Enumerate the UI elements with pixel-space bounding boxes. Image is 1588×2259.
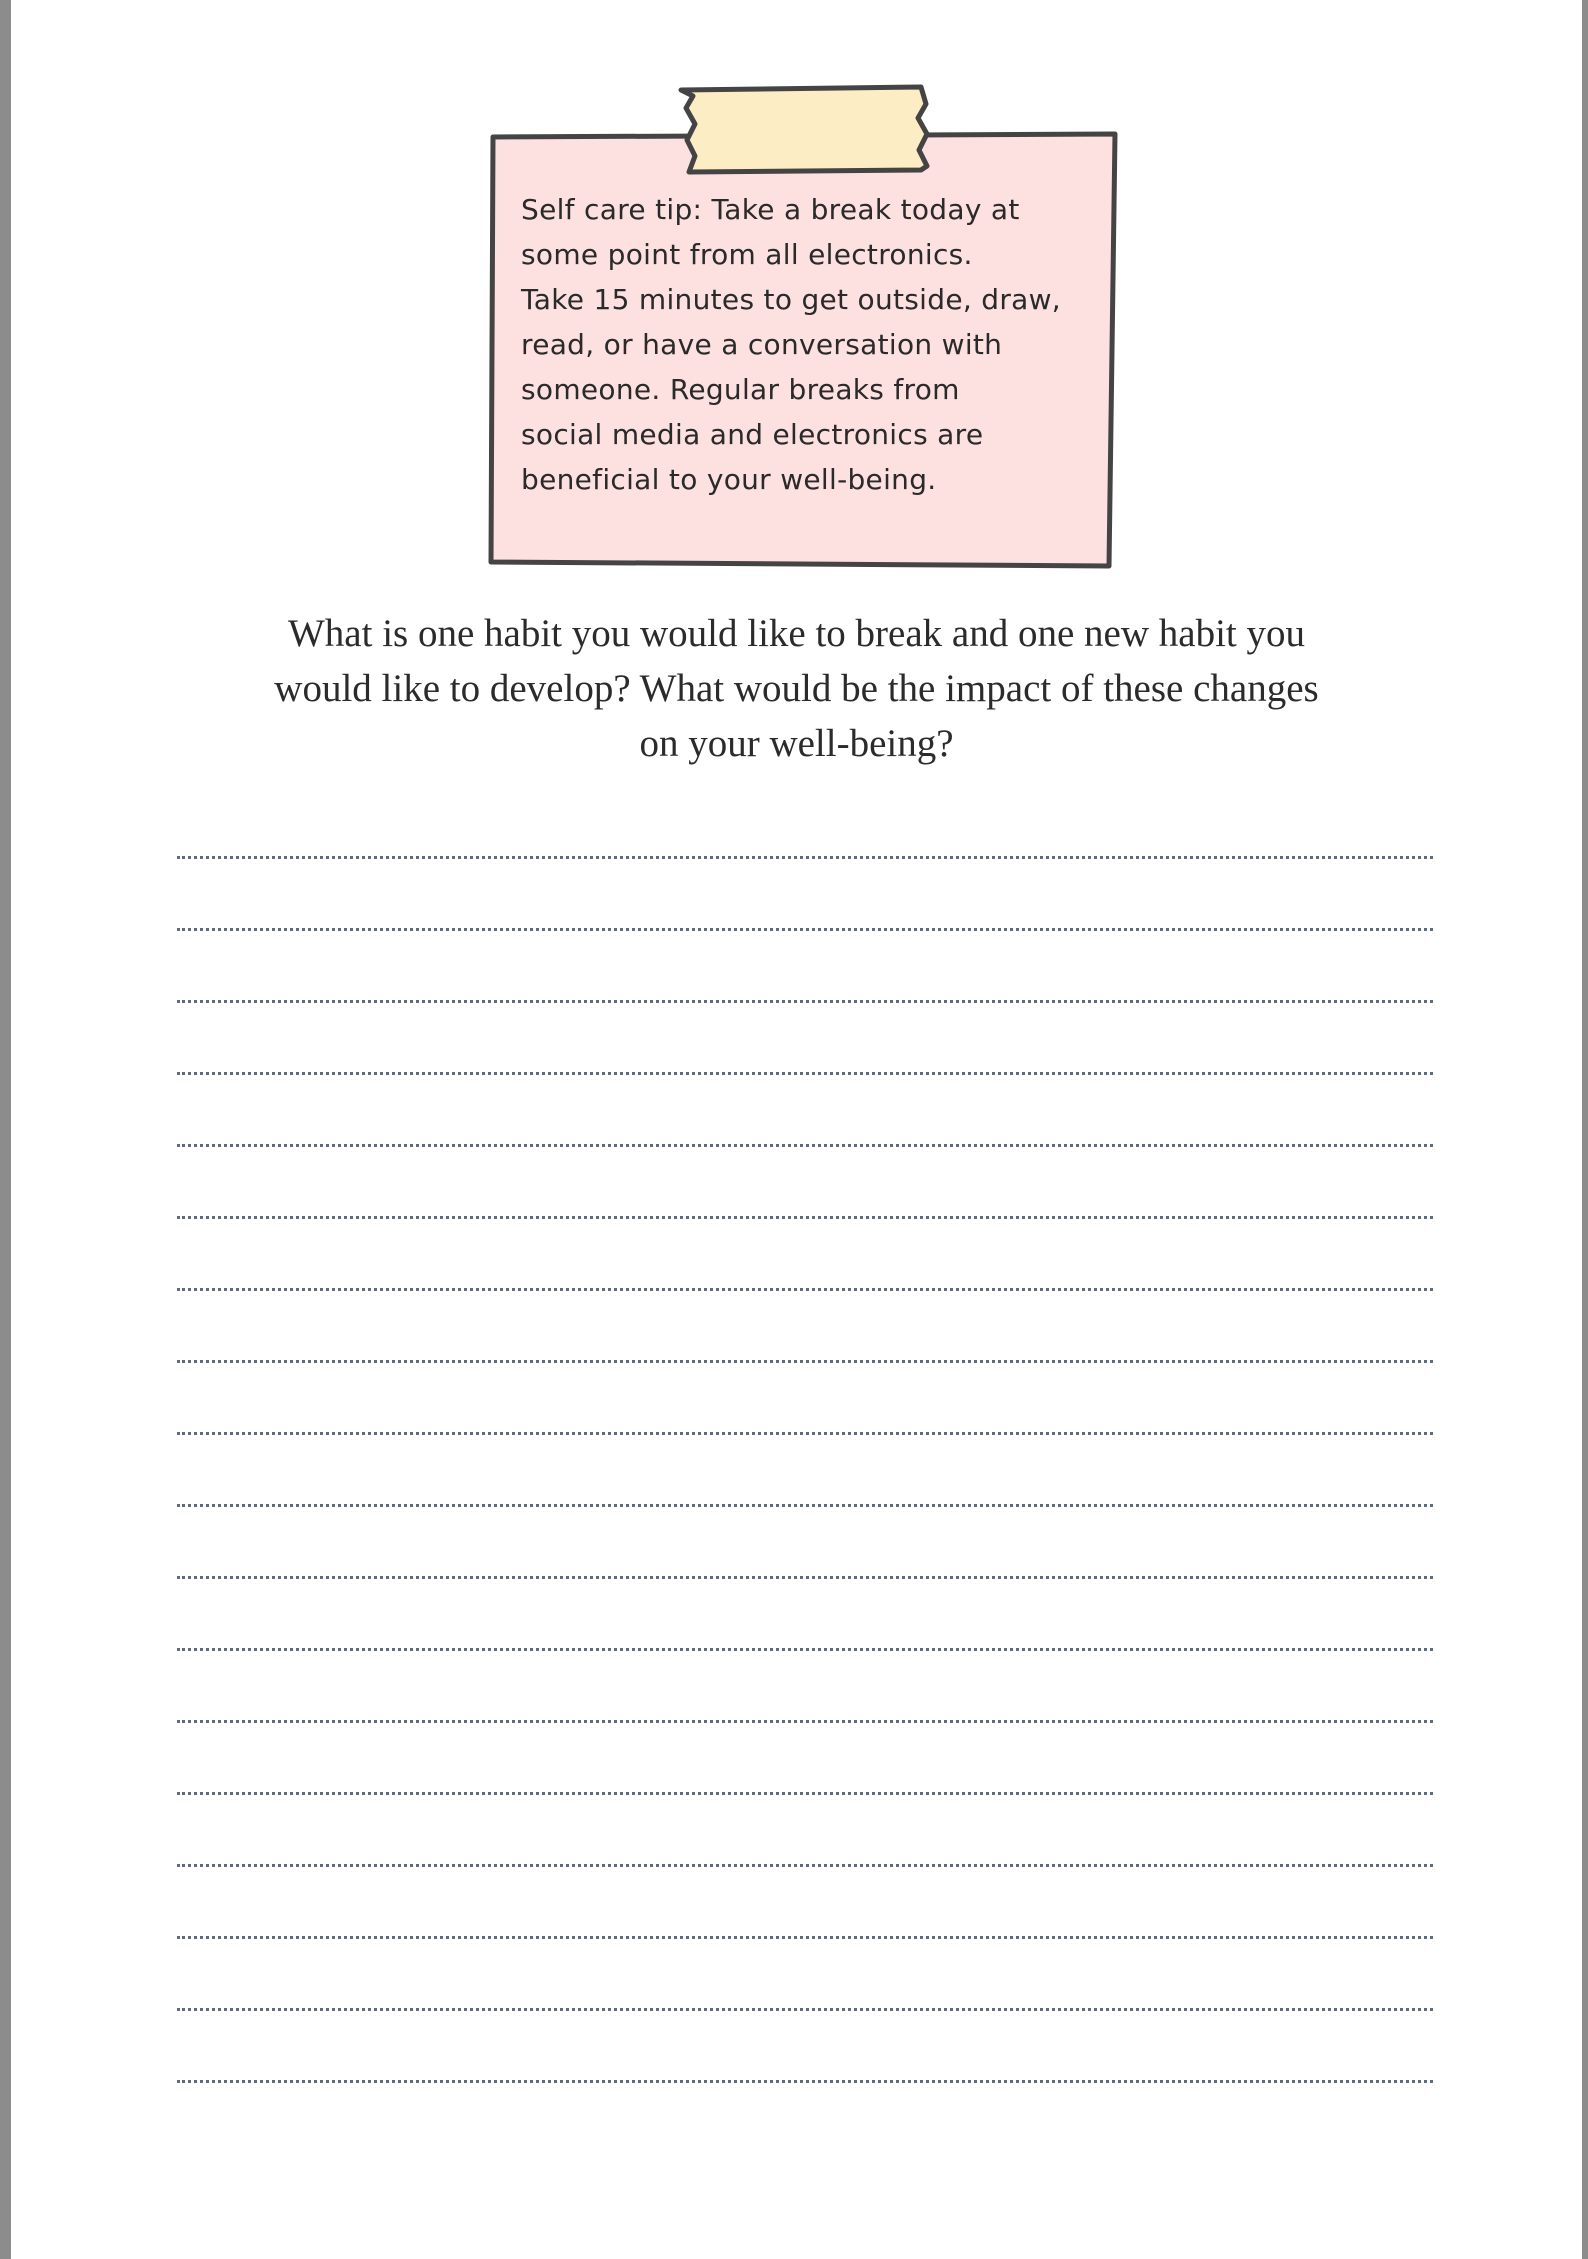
writing-line[interactable]	[177, 1720, 1433, 1723]
writing-line[interactable]	[177, 1648, 1433, 1651]
writing-line[interactable]	[177, 2080, 1433, 2083]
writing-line[interactable]	[177, 1864, 1433, 1867]
tip-line: someone. Regular breaks from	[521, 373, 960, 406]
tip-line: Take 15 minutes to get outside, draw,	[521, 283, 1061, 316]
tip-line: Self care tip: Take a break today at	[521, 193, 1020, 226]
journal-page	[11, 0, 1582, 2259]
prompt-line: What is one habit you would like to break and one new habit you	[287, 612, 1305, 655]
prompt-line: on your well-being?	[639, 722, 954, 765]
writing-line[interactable]	[177, 1432, 1433, 1435]
writing-line[interactable]	[177, 1144, 1433, 1147]
writing-line[interactable]	[177, 1792, 1433, 1795]
writing-line[interactable]	[177, 1288, 1433, 1291]
writing-line[interactable]	[177, 1072, 1433, 1075]
writing-line[interactable]	[177, 928, 1433, 931]
writing-line[interactable]	[177, 1000, 1433, 1003]
tip-line: beneficial to your well-being.	[521, 463, 937, 496]
writing-line[interactable]	[177, 1360, 1433, 1363]
writing-line[interactable]	[177, 1936, 1433, 1939]
tip-line: some point from all electronics.	[521, 238, 973, 271]
writing-line[interactable]	[177, 1504, 1433, 1507]
writing-line[interactable]	[177, 856, 1433, 859]
prompt-line: would like to develop? What would be the impact of these changes	[274, 667, 1319, 710]
tip-line: read, or have a conversation with	[521, 328, 1003, 361]
writing-line[interactable]	[177, 1576, 1433, 1579]
writing-line[interactable]	[177, 1216, 1433, 1219]
writing-line[interactable]	[177, 2008, 1433, 2011]
writing-area[interactable]	[11, 0, 1582, 2259]
tip-line: social media and electronics are	[521, 418, 984, 451]
